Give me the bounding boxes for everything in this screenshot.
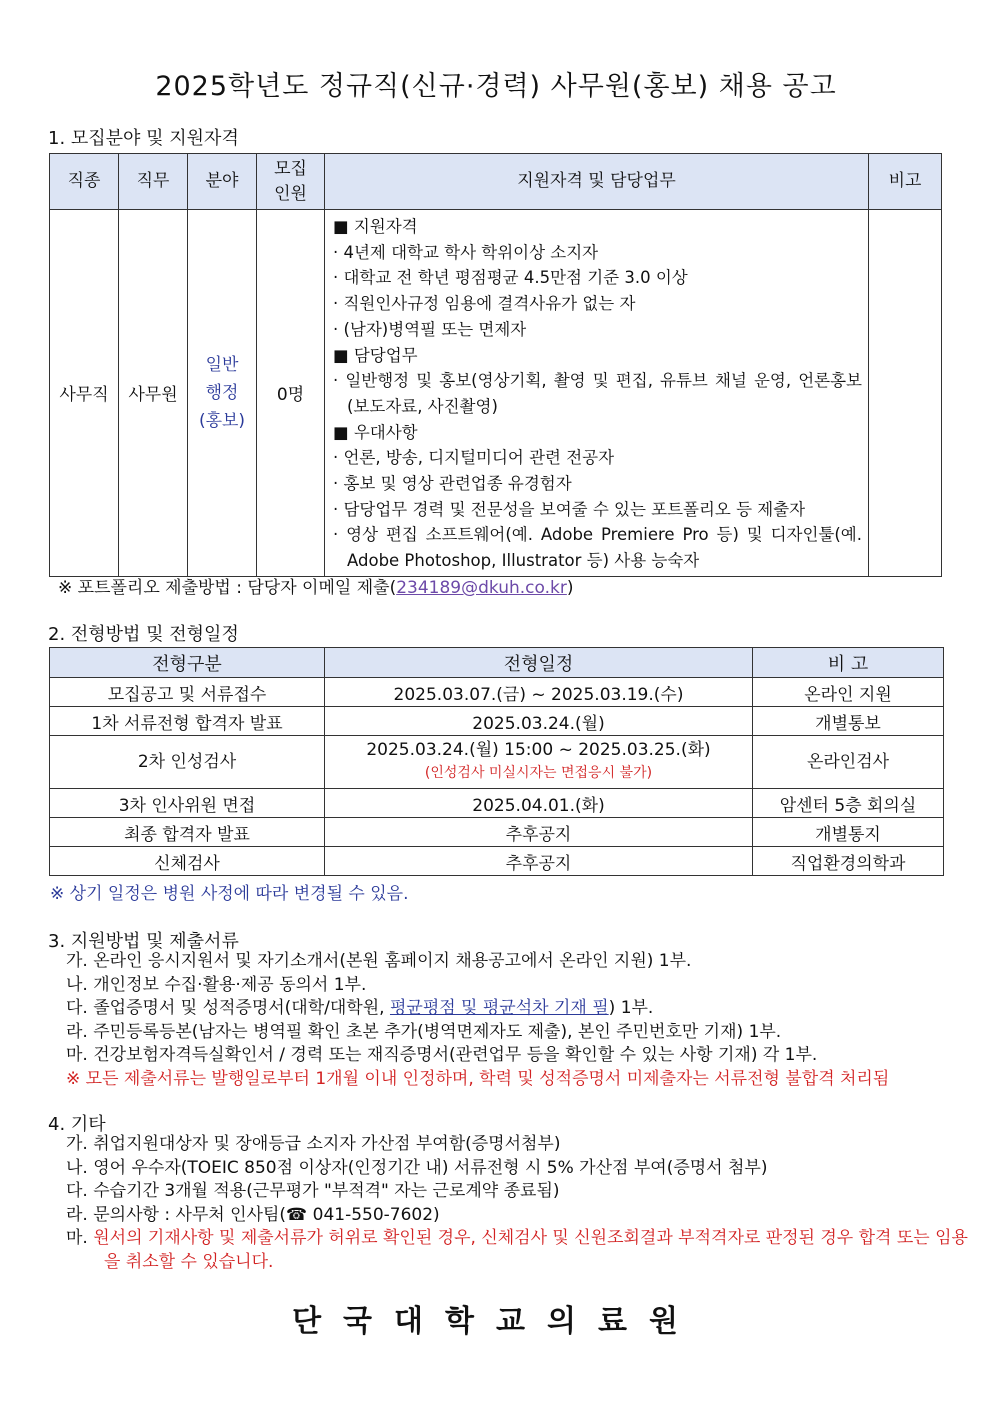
duty-heading: ■ 담당업무 — [333, 345, 418, 365]
recruitment-table — [49, 153, 942, 577]
preference-item: · 언론, 방송, 디지털미디어 관련 전공자 — [333, 448, 615, 468]
schedule-cell: 추후공지 — [325, 847, 753, 876]
note-cell: 온라인검사 — [753, 736, 944, 789]
schedule-cell: 2025.04.01.(화) — [325, 789, 753, 818]
section4-heading: 4. 기타 — [48, 1114, 106, 1135]
duty-item: · 일반행정 및 홍보(영상기획, 촬영 및 편집, 유튜브 채널 운영, 언론홍보(보도자료, 사진촬영) — [333, 371, 862, 416]
list-item: 나. 영어 우수자(TOEIC 850점 이상자(인정기간 내) 서류전형 시 5% 가산점 부여(증명서 첨부) — [66, 1157, 768, 1178]
remarks-cell — [869, 210, 942, 577]
table-row — [50, 847, 944, 876]
item-text: 다. 졸업증명서 및 성적증명서(대학/대학원, — [66, 998, 390, 1018]
list-item — [66, 997, 889, 1021]
misc-list — [66, 1133, 984, 1274]
list-item — [66, 1204, 984, 1228]
portfolio-note-close: ) — [566, 578, 574, 598]
list-item: 가. 온라인 응시지원서 및 자기소개서(본원 홈페이지 채용공고에서 온라인 지원) 1부. — [66, 951, 692, 971]
section3-heading: 3. 지원방법 및 제출서류 — [48, 931, 239, 952]
schedule-note: ※ 상기 일정은 병원 사정에 따라 변경될 수 있음. — [50, 884, 409, 904]
stage-cell: 1차 서류전형 합격자 발표 — [50, 707, 325, 736]
table-row — [50, 789, 944, 818]
job-duty-cell: 사무원 — [119, 210, 188, 577]
section1-heading: 1. 모집분야 및 지원자격 — [48, 128, 239, 149]
list-item: 라. 주민등록등본(남자는 병역필 확인 초본 추가(병역면제자도 제출), 본인 주민번호만 기재) 1부. — [66, 1021, 782, 1042]
list-item: 마. 건강보험자격득실확인서 / 경력 또는 재직증명서(관련업무 등을 확인할 수 있는 사항 기재) 각 1부. — [66, 1045, 818, 1065]
header-note: 비 고 — [753, 648, 944, 678]
portfolio-note-text: ※ 포트폴리오 제출방법 : 담당자 이메일 제출( — [58, 578, 397, 598]
email-link[interactable]: 234189@dkuh.co.kr — [396, 578, 567, 598]
qualifications-cell — [325, 210, 869, 577]
list-item: 다. 수습기간 3개월 적용(근무평가 "부적격" 자는 근로계약 종료됨) — [66, 1181, 560, 1201]
note-cell: 개별통보 — [753, 707, 944, 736]
stage-cell: 최종 합격자 발표 — [50, 818, 325, 847]
schedule-cell: 추후공지 — [325, 818, 753, 847]
note-cell: 직업환경의학과 — [753, 847, 944, 876]
schedule-text: 2025.03.24.(월) 15:00 ~ 2025.03.25.(화) — [366, 740, 711, 760]
header-qualifications: 지원자격 및 담당업무 — [325, 154, 869, 210]
preference-item: · 영상 편집 소프트웨어(예. Adobe Premiere Pro 등) 및 디자인툴(예. Adobe Photoshop, Illustrator 등) 사용 능숙자 — [333, 525, 862, 571]
header-count: 모집 인원 — [257, 154, 325, 210]
item-text: ) 1부. — [608, 998, 654, 1018]
header-remarks: 비고 — [869, 154, 942, 210]
preference-item: · 홍보 및 영상 관련업종 유경험자 — [333, 474, 572, 494]
item-label: 마. — [66, 1228, 94, 1248]
header-stage: 전형구분 — [50, 648, 325, 678]
table-row — [50, 707, 944, 736]
schedule-cell: 2025.03.24.(월) — [325, 707, 753, 736]
phone-number: 041-550-7602) — [307, 1204, 440, 1225]
preference-item: · 담당업무 경력 및 전문성을 보여줄 수 있는 포트폴리오 등 제출자 — [333, 499, 806, 519]
job-type-cell: 사무직 — [50, 210, 119, 577]
stage-cell: 신체검사 — [50, 847, 325, 876]
list-item: 가. 취업지원대상자 및 장애등급 소지자 가산점 부여함(증명서첨부) — [66, 1134, 561, 1154]
stage-cell: 2차 인성검사 — [50, 736, 325, 789]
schedule-cell: 2025.03.07.(금) ~ 2025.03.19.(수) — [325, 678, 753, 707]
list-item — [66, 1227, 984, 1274]
qualification-item: · 직원인사규정 임용에 결격사유가 없는 자 — [333, 294, 636, 314]
note-cell: 개별통지 — [753, 818, 944, 847]
portfolio-note — [58, 573, 574, 598]
institution-name: 단국대학교의료원 — [292, 1304, 700, 1339]
header-schedule: 전형일정 — [325, 648, 753, 678]
count-cell: 0명 — [257, 210, 325, 577]
item-text: 라. 문의사항 : 사무처 인사팀( — [66, 1204, 287, 1225]
preference-heading: ■ 우대사항 — [333, 422, 418, 442]
section2-heading: 2. 전형방법 및 전형일정 — [48, 624, 239, 645]
stage-cell: 3차 인사위원 면접 — [50, 789, 325, 818]
page-title: 2025학년도 정규직(신규·경력) 사무원(홍보) 채용 공고 — [155, 71, 837, 102]
stage-cell: 모집공고 및 서류접수 — [50, 678, 325, 707]
qualification-item: · 4년제 대학교 학사 학위이상 소지자 — [333, 242, 599, 262]
header-job-duty: 직무 — [119, 154, 188, 210]
schedule-cell — [325, 736, 753, 789]
table-row — [50, 736, 944, 789]
note-cell: 온라인 지원 — [753, 678, 944, 707]
table-row — [50, 818, 944, 847]
documents-list — [66, 950, 889, 1091]
field-cell: 일반 행정 (홍보) — [188, 210, 257, 577]
cancellation-warning: 원서의 기재사항 및 제출서류가 허위로 확인된 경우, 신체검사 및 신원조회결과 부적격자로 판정된 경우 합격 또는 임용을 취소할 수 있습니다. — [93, 1228, 968, 1272]
note-cell: 암센터 5층 회의실 — [753, 789, 944, 818]
header-field: 분야 — [188, 154, 257, 210]
table-row — [50, 678, 944, 707]
header-job-type: 직종 — [50, 154, 119, 210]
list-item: 나. 개인정보 수집·활용·제공 동의서 1부. — [66, 974, 367, 995]
gpa-requirement: 평균평점 및 평균석차 기재 필 — [389, 998, 609, 1018]
phone-icon: ☎ — [286, 1204, 308, 1225]
qualification-item: · 대학교 전 학년 평점평균 4.5만점 기준 3.0 이상 — [333, 268, 688, 288]
qualification-item: · (남자)병역필 또는 면제자 — [333, 319, 527, 339]
schedule-table — [49, 647, 944, 876]
documents-warning: ※ 모든 제출서류는 발행일로부터 1개월 이내 인정하며, 학력 및 성적증명서 미제출자는 서류전형 불합격 처리됨 — [66, 1068, 890, 1089]
schedule-warning: (인성검사 미실시자는 면접응시 불가) — [424, 765, 653, 781]
qualification-heading: ■ 지원자격 — [333, 217, 418, 236]
